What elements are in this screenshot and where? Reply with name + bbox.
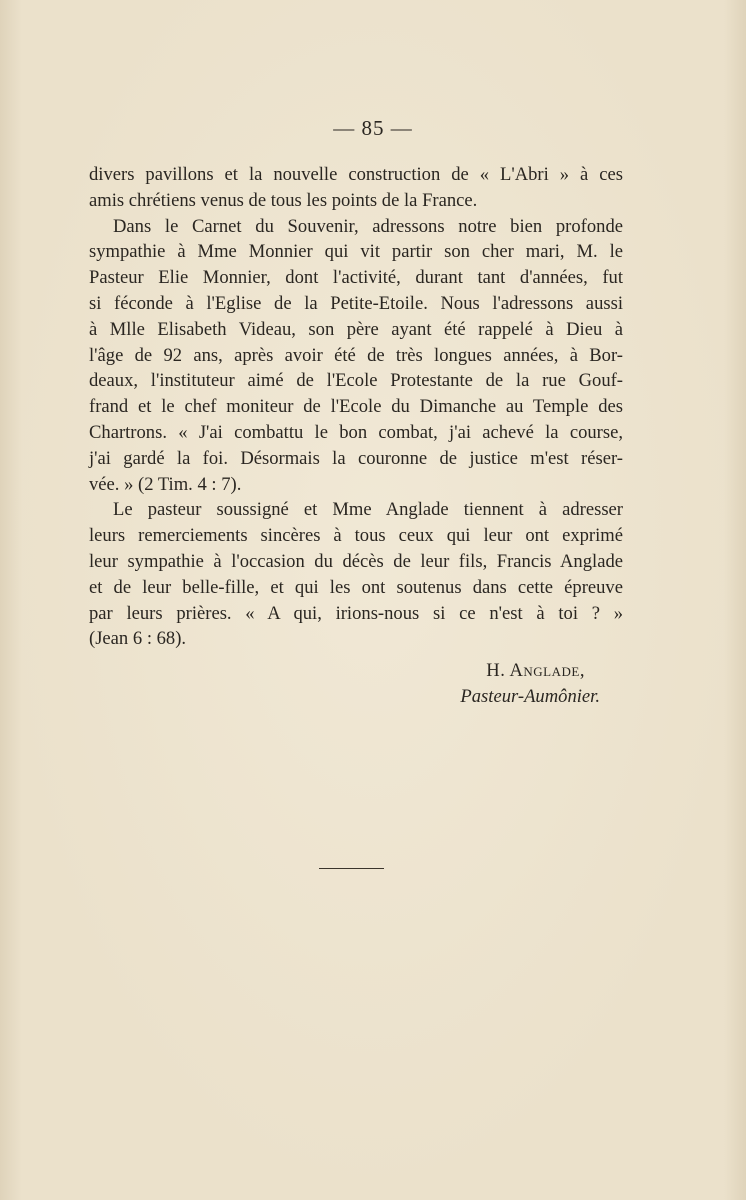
text-line: Dans le Carnet du Souvenir, adressons notre bien profonde <box>113 215 623 237</box>
text-line: sympathie à Mme Monnier qui vit partir son cher mari, M. le <box>89 241 623 263</box>
body-text <box>89 162 623 652</box>
paragraph-2 <box>89 214 623 498</box>
text-line: Pasteur Elie Monnier, dont l'activité, durant tant d'années, fut <box>89 267 623 289</box>
section-divider <box>319 868 384 869</box>
text-line: deaux, l'instituteur aimé de l'Ecole Protestante de la rue Gouf- <box>89 370 623 392</box>
text-line: si féconde à l'Eglise de la Petite-Etoile. Nous l'adressons aussi <box>89 292 623 314</box>
paragraph-3 <box>89 497 623 652</box>
text-line: et de leur belle-fille, et qui les ont soutenus dans cette épreuve <box>89 576 623 598</box>
text-line: à Mlle Elisabeth Videau, son père ayant été rappelé à Dieu à <box>89 318 623 340</box>
text-line: par leurs prières. « A qui, irions-nous si ce n'est à toi ? » <box>89 602 623 624</box>
text-line: leurs remerciements sincères à tous ceux qui leur ont exprimé <box>89 525 623 547</box>
text-line: leur sympathie à l'occasion du décès de leur fils, Francis Anglade <box>89 550 623 572</box>
signature-name-text: H. Anglade, <box>486 660 585 681</box>
signature-name <box>0 658 585 684</box>
text-line: divers pavillons et la nouvelle construction de « L'Abri » à ces <box>89 164 623 185</box>
text-line: frand et le chef moniteur de l'Ecole du Dimanche au Temple des <box>89 396 623 418</box>
signature-title: Pasteur-Aumônier. <box>460 686 600 707</box>
text-line: l'âge de 92 ans, après avoir été de très longues années, à Bor- <box>89 344 623 366</box>
text-line: j'ai gardé la foi. Désormais la couronne de justice m'est réser- <box>89 447 623 469</box>
page-number: — 85 — <box>333 116 413 140</box>
text-line: Le pasteur soussigné et Mme Anglade tiennent à adresser <box>113 499 623 521</box>
text-line: amis chrétiens venus de tous les points de la France. <box>89 189 478 211</box>
paragraph-1 <box>89 162 623 214</box>
text-line: (Jean 6 : 68). <box>89 628 187 650</box>
text-line: Chartrons. « J'ai combattu le bon combat, j'ai achevé la course, <box>89 421 623 443</box>
text-line: vée. » (2 Tim. 4 : 7). <box>89 473 242 495</box>
